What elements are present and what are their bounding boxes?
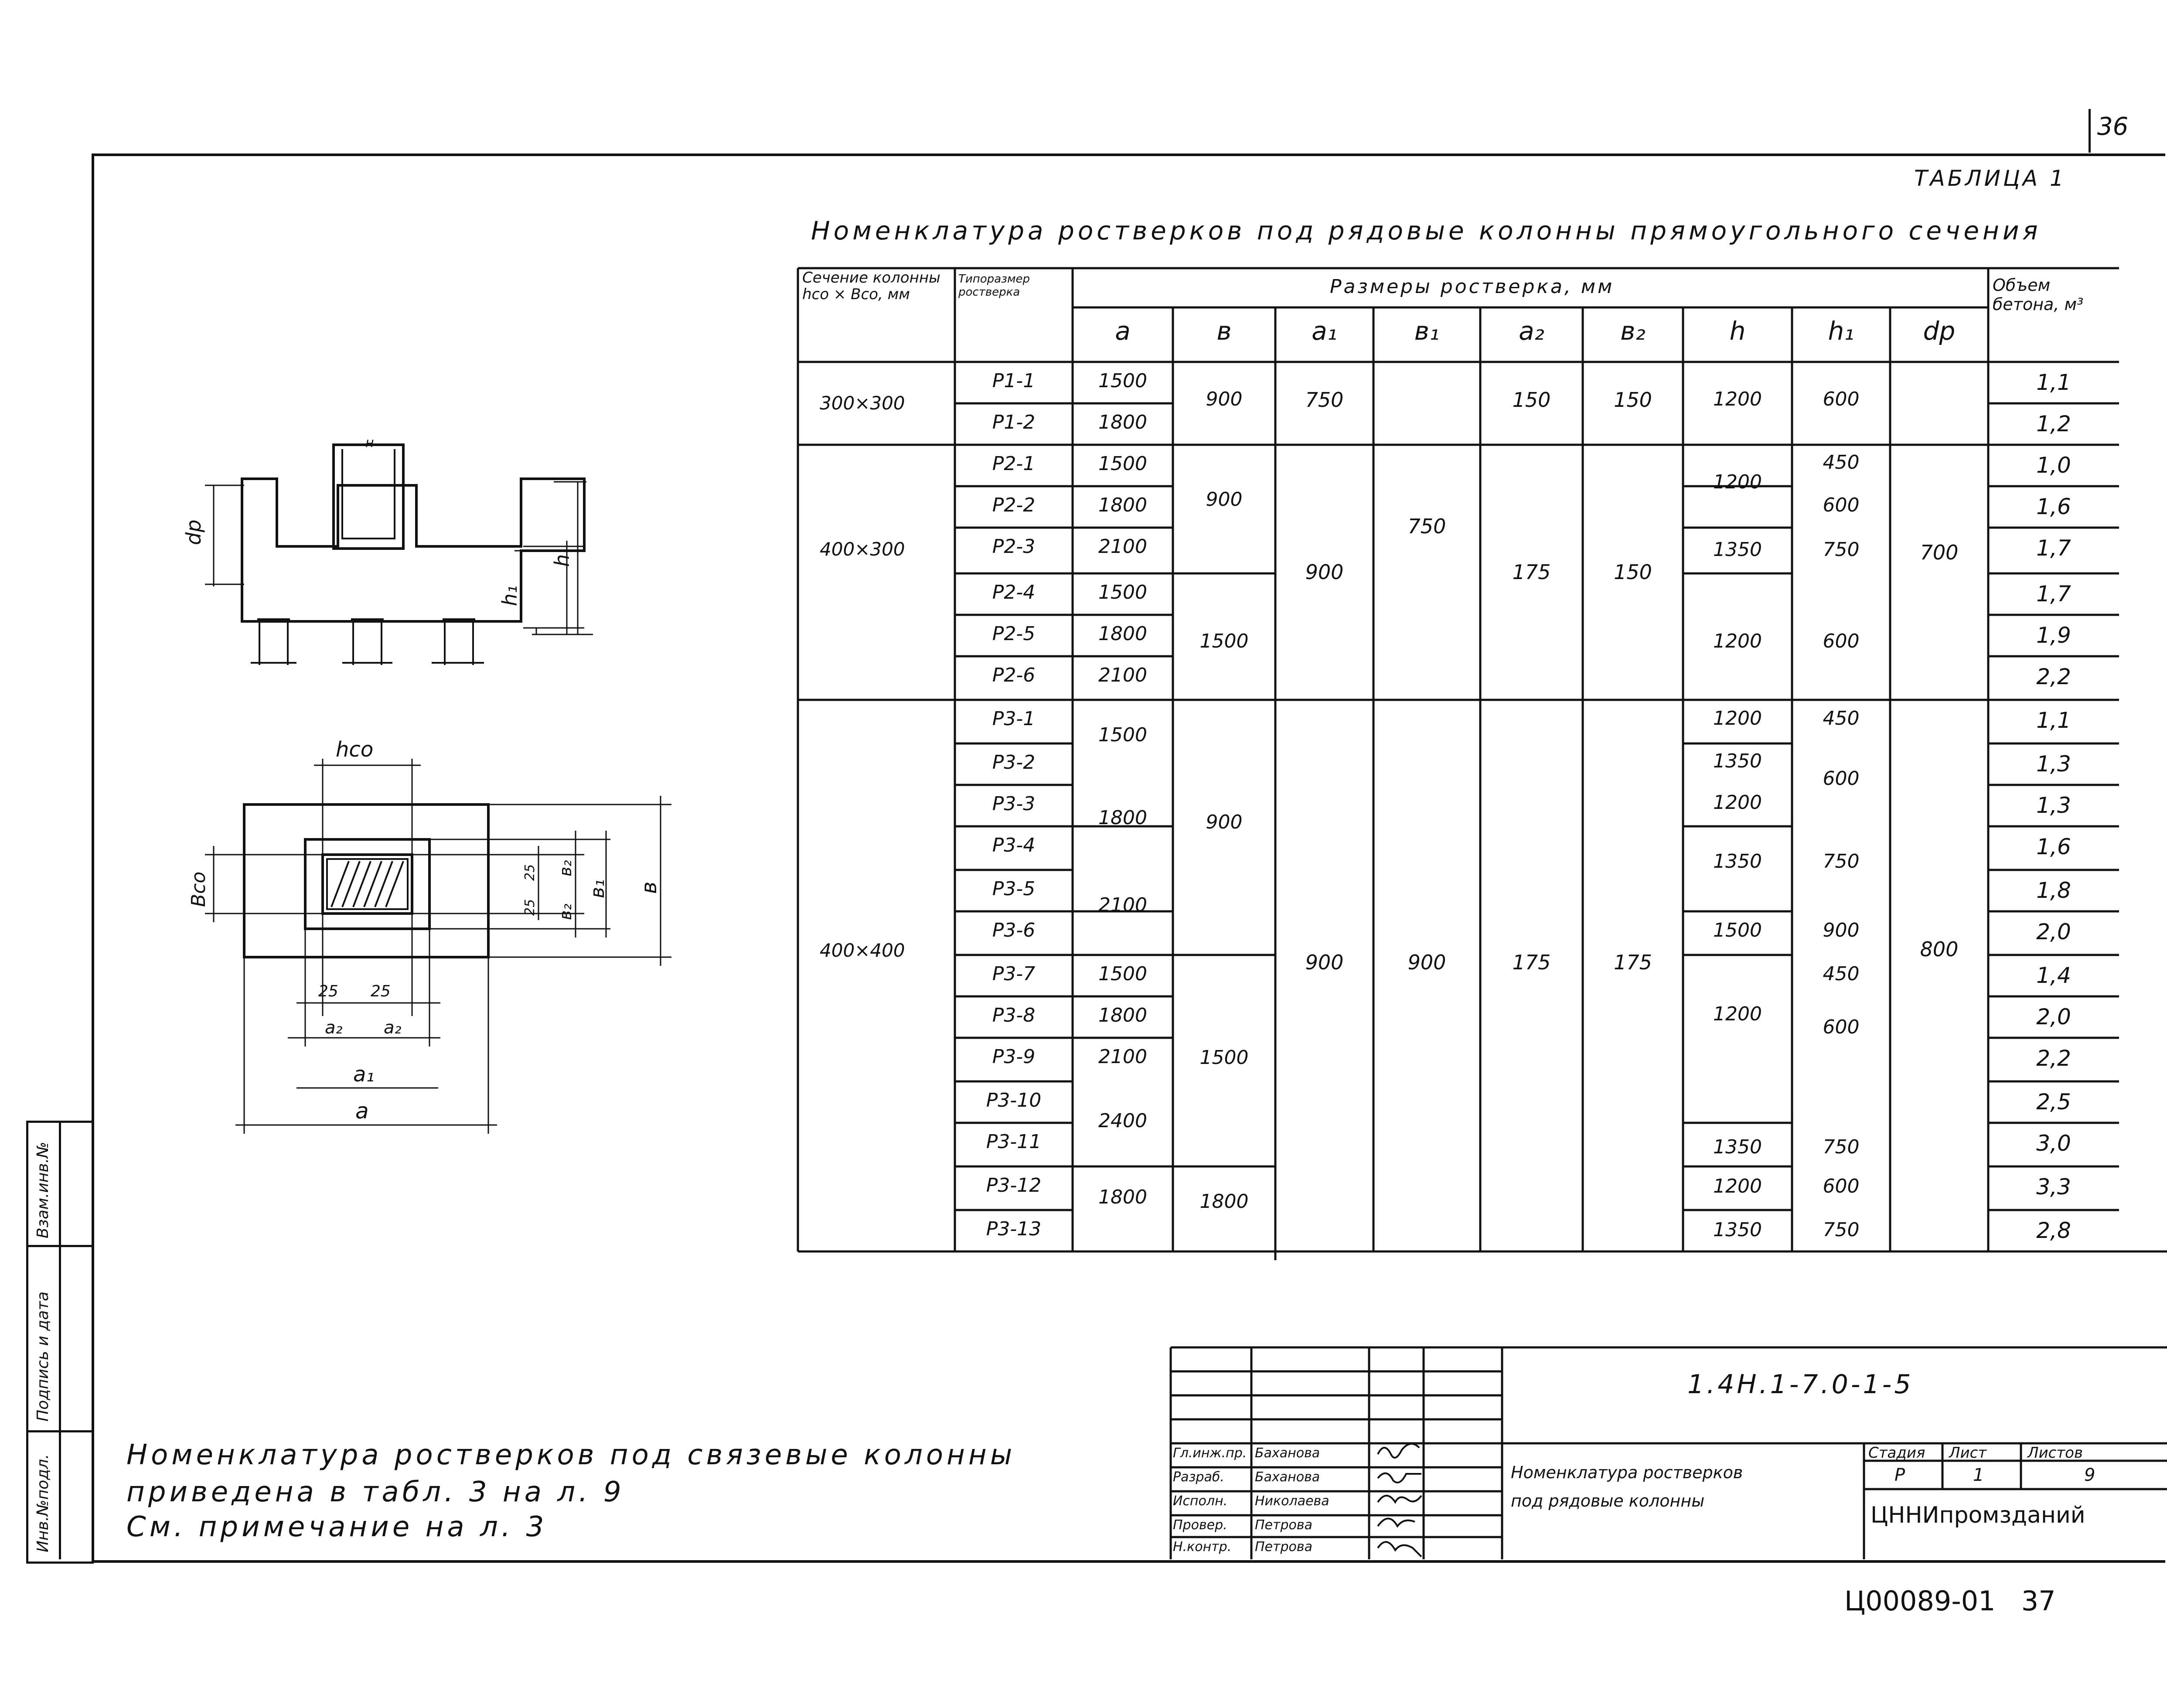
h1-cell-4: 600 — [1823, 630, 1860, 652]
section-300x300: 300×300 — [820, 392, 905, 414]
h1-cell-1: 450 — [1823, 451, 1860, 474]
volume-row-0: 1,1 — [2036, 370, 2071, 395]
volume-row-16: 2,2 — [2036, 1046, 2071, 1071]
plan-a2-left: а₂ — [325, 1018, 343, 1038]
h1-cell-6: 600 — [1823, 767, 1860, 790]
volume-row-1: 1,2 — [2036, 411, 2071, 436]
doc-title-2: под рядовые колонны — [1511, 1491, 1705, 1510]
section-400x400: 400×400 — [820, 940, 905, 961]
a-cell-0: 1500 — [1098, 370, 1147, 392]
plan-a: a — [355, 1098, 369, 1124]
margin-vzam: Взам.инв.№ — [34, 1142, 52, 1238]
volume-row-8: 1,1 — [2036, 708, 2071, 733]
type-P3-10: P3-10 — [986, 1089, 1042, 1111]
note-line-2: приведена в табл. 3 на л. 9 — [126, 1476, 625, 1508]
type-P2-4: P2-4 — [992, 581, 1036, 603]
b-cell-0: 900 — [1206, 388, 1243, 410]
tb-name-2: Николаева — [1255, 1493, 1329, 1509]
head-section: Сечение колонны hсо × Bсо, мм — [802, 269, 940, 303]
h-cell-0: 1200 — [1713, 388, 1762, 410]
h1-cell-8: 900 — [1823, 919, 1860, 941]
h1-cell-7: 750 — [1823, 850, 1860, 873]
a-cell-2: 1500 — [1098, 453, 1147, 475]
b-cell-4: 1500 — [1199, 1047, 1249, 1069]
volume-row-9: 1,3 — [2036, 751, 2071, 777]
tb-role-3: Провер. — [1173, 1517, 1227, 1533]
table-title: Номенклатура ростверков под рядовые колонны прямоугольного сечения — [811, 216, 2041, 245]
margin-inv: Инв.№подл. — [34, 1454, 52, 1552]
stage-value: Р — [1894, 1465, 1905, 1485]
b1-cell-0: 750 — [1407, 515, 1446, 538]
a-cell-8: 1500 — [1098, 724, 1147, 746]
plan-25-left: 25 — [318, 982, 338, 1000]
page-stamp: Ц00089-01 37 — [1844, 1585, 2056, 1617]
type-P3-4: P3-4 — [992, 834, 1036, 856]
b-cell-1: 900 — [1206, 488, 1243, 511]
h-cell-10: 1350 — [1713, 1136, 1762, 1158]
plan-b1: в₁ — [586, 879, 609, 898]
a-cell-10: 2100 — [1098, 894, 1147, 916]
volume-row-12: 1,8 — [2036, 878, 2071, 903]
type-P3-8: P3-8 — [992, 1004, 1036, 1026]
volume-row-3: 1,6 — [2036, 494, 2071, 519]
sheet-label: Лист — [1949, 1444, 1987, 1462]
a-cell-15: 1800 — [1098, 1186, 1147, 1208]
elev-n-top: н — [365, 435, 374, 450]
h1-cell-3: 750 — [1823, 539, 1860, 561]
type-P1-1: P1-1 — [992, 370, 1036, 392]
volume-row-11: 1,6 — [2036, 834, 2071, 859]
org-name: ЦННИпромзданий — [1871, 1502, 2085, 1528]
h-cell-3: 1200 — [1713, 630, 1762, 652]
h1-cell-10: 600 — [1823, 1016, 1860, 1038]
h1-cell-11: 750 — [1823, 1136, 1860, 1158]
type-P2-5: P2-5 — [992, 623, 1036, 645]
plan-a1: a₁ — [353, 1062, 375, 1087]
doc-code: 1.4Н.1-7.0-1-5 — [1687, 1369, 1914, 1400]
plan-25-a: 25 — [522, 864, 538, 881]
a-cell-14: 2400 — [1098, 1110, 1147, 1132]
type-P3-13: P3-13 — [986, 1218, 1042, 1240]
h1-cell-9: 450 — [1823, 963, 1860, 985]
a1-cell-0: 750 — [1305, 388, 1344, 412]
plan-b2-top: в₂ — [556, 860, 575, 876]
volume-row-13: 2,0 — [2036, 919, 2071, 944]
col-head-3: в₁ — [1414, 316, 1440, 346]
volume-row-2: 1,0 — [2036, 453, 2071, 478]
type-P2-2: P2-2 — [992, 494, 1036, 516]
h-cell-9: 1200 — [1713, 1003, 1762, 1025]
volume-row-19: 3,3 — [2036, 1174, 2071, 1200]
type-P3-6: P3-6 — [992, 919, 1036, 941]
tb-name-3: Петрова — [1255, 1517, 1312, 1533]
col-head-5: в₂ — [1620, 316, 1646, 346]
col-head-6: h — [1729, 316, 1746, 346]
col-head-4: a₂ — [1519, 316, 1544, 346]
note-line-3: См. примечание на л. 3 — [126, 1511, 548, 1543]
type-P2-3: P2-3 — [992, 535, 1036, 558]
plan-b: в — [637, 881, 661, 894]
volume-row-10: 1,3 — [2036, 793, 2071, 818]
volume-row-15: 2,0 — [2036, 1004, 2071, 1030]
a1-cell-2: 900 — [1305, 951, 1344, 974]
a-cell-11: 1500 — [1098, 963, 1147, 985]
elev-h: h — [550, 554, 574, 567]
h-cell-6: 1200 — [1713, 791, 1762, 814]
section-400x300: 400×300 — [820, 539, 905, 560]
sheets-label: Листов — [2027, 1444, 2083, 1462]
col-head-1: в — [1216, 316, 1232, 346]
tb-name-4: Петрова — [1255, 1539, 1312, 1555]
a-cell-13: 2100 — [1098, 1046, 1147, 1068]
h1-cell-5: 450 — [1823, 707, 1860, 730]
plan-25-right: 25 — [371, 982, 391, 1000]
col-head-7: h₁ — [1828, 316, 1854, 346]
dp-cell-1: 800 — [1920, 938, 1959, 961]
h1-cell-2: 600 — [1823, 494, 1860, 516]
stage-label: Стадия — [1868, 1444, 1925, 1462]
type-P3-11: P3-11 — [986, 1131, 1042, 1153]
tb-role-4: Н.контр. — [1173, 1539, 1232, 1555]
b2-cell-2: 175 — [1614, 951, 1652, 974]
a-cell-4: 2100 — [1098, 535, 1147, 558]
tb-role-1: Разраб. — [1173, 1469, 1224, 1485]
volume-row-18: 3,0 — [2036, 1131, 2071, 1156]
b-cell-2: 1500 — [1199, 630, 1249, 652]
a-cell-7: 2100 — [1098, 664, 1147, 686]
type-P2-1: P2-1 — [992, 453, 1036, 475]
head-type: Типоразмер ростверка — [958, 273, 1030, 299]
h-cell-11: 1200 — [1713, 1175, 1762, 1197]
head-volume: Объем бетона, м³ — [1993, 276, 2084, 314]
a1-cell-1: 900 — [1305, 560, 1344, 584]
plan-a2-right: a₂ — [384, 1018, 402, 1038]
a2-cell-0: 150 — [1512, 388, 1551, 412]
volume-row-5: 1,7 — [2036, 581, 2071, 607]
h1-cell-13: 750 — [1823, 1219, 1860, 1241]
type-P3-7: P3-7 — [992, 963, 1036, 985]
sheets-value: 9 — [2084, 1465, 2095, 1485]
h-cell-1: 1200 — [1713, 471, 1762, 493]
h-cell-4: 1200 — [1713, 707, 1762, 730]
volume-row-6: 1,9 — [2036, 623, 2071, 648]
volume-row-7: 2,2 — [2036, 664, 2071, 689]
note-line-1: Номенклатура ростверков под связевые колонны — [126, 1439, 1016, 1471]
plan-25-b: 25 — [522, 899, 538, 916]
col-head-0: a — [1115, 316, 1131, 346]
type-P3-5: P3-5 — [992, 878, 1036, 900]
a2-cell-2: 175 — [1512, 951, 1551, 974]
a-cell-5: 1500 — [1098, 581, 1147, 603]
volume-row-4: 1,7 — [2036, 535, 2071, 561]
tb-role-0: Гл.инж.пр. — [1173, 1445, 1247, 1461]
volume-row-20: 2,8 — [2036, 1218, 2071, 1243]
type-P3-12: P3-12 — [986, 1174, 1042, 1197]
h-cell-5: 1350 — [1713, 750, 1762, 772]
b2-cell-0: 150 — [1614, 388, 1652, 412]
type-P3-2: P3-2 — [992, 751, 1036, 774]
type-P3-3: P3-3 — [992, 793, 1036, 815]
volume-row-17: 2,5 — [2036, 1089, 2071, 1115]
b1-cell-1: 900 — [1407, 951, 1446, 974]
tb-name-0: Баханова — [1255, 1445, 1320, 1461]
type-P2-6: P2-6 — [992, 664, 1036, 686]
h-cell-2: 1350 — [1713, 539, 1762, 561]
tb-role-2: Исполн. — [1173, 1493, 1228, 1509]
col-head-8: dp — [1923, 316, 1956, 346]
type-P1-2: P1-2 — [992, 411, 1036, 433]
b-cell-3: 900 — [1206, 811, 1243, 833]
h-cell-12: 1350 — [1713, 1219, 1762, 1241]
a-cell-1: 1800 — [1098, 411, 1147, 433]
type-P3-9: P3-9 — [992, 1046, 1036, 1068]
h1-cell-12: 600 — [1823, 1175, 1860, 1197]
h-cell-8: 1500 — [1713, 919, 1762, 941]
a-cell-6: 1800 — [1098, 623, 1147, 645]
a-cell-3: 1800 — [1098, 494, 1147, 516]
a2-cell-1: 175 — [1512, 560, 1551, 584]
plan-hco: hсо — [336, 737, 374, 762]
a-cell-12: 1800 — [1098, 1004, 1147, 1026]
h-cell-7: 1350 — [1713, 850, 1762, 873]
elev-dp: dp — [182, 519, 205, 545]
elev-h1: h₁ — [498, 585, 521, 606]
plan-b2-bottom: в₂ — [556, 903, 575, 920]
margin-podpis: Подпись и дата — [34, 1291, 52, 1422]
type-P3-1: P3-1 — [992, 708, 1036, 730]
volume-row-14: 1,4 — [2036, 963, 2071, 988]
signatures — [1378, 1444, 1421, 1557]
head-dims: Размеры ростверка, мм — [1330, 276, 1615, 298]
tb-name-1: Баханова — [1255, 1469, 1320, 1485]
sheet-value: 1 — [1973, 1465, 1984, 1485]
h1-cell-0: 600 — [1823, 388, 1860, 410]
a-cell-9: 1800 — [1098, 807, 1147, 829]
dp-cell-0: 700 — [1920, 541, 1959, 564]
doc-title-1: Номенклатура ростверков — [1511, 1463, 1743, 1482]
b2-cell-1: 150 — [1614, 560, 1652, 584]
table-label: ТАБЛИЦА 1 — [1914, 166, 2066, 191]
col-head-2: a₁ — [1312, 316, 1337, 346]
plan-bco: Bсо — [187, 871, 210, 907]
b-cell-5: 1800 — [1199, 1190, 1249, 1213]
sheet-corner-number: 36 — [2097, 113, 2129, 141]
